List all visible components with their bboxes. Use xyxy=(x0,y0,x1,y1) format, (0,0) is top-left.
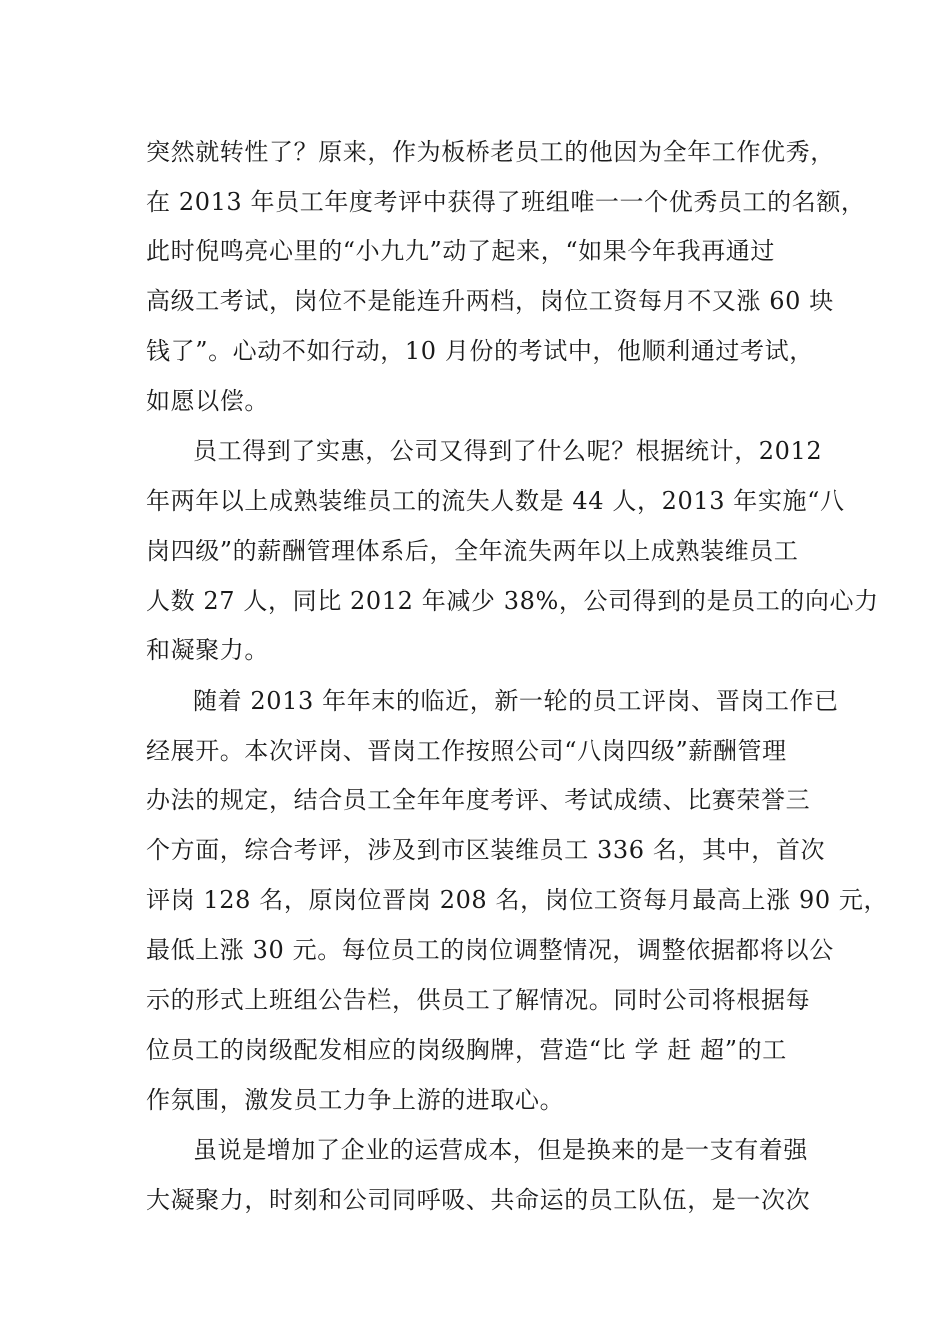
text-line: 如愿以偿。 xyxy=(146,387,269,415)
text-line: 岗四级”的薪酬管理体系后，全年流失两年以上成熟装维员工 xyxy=(146,537,799,565)
paragraph-first-line: 随着 2013 年年末的临近，新一轮的员工评岗、晋岗工作已 xyxy=(193,687,839,715)
paragraph-first-line: 虽说是增加了企业的运营成本，但是换来的是一支有着强 xyxy=(193,1136,808,1164)
text-line: 最低上涨 30 元。每位员工的岗位调整情况，调整依据都将以公 xyxy=(146,936,834,964)
text-line: 年两年以上成熟装维员工的流失人数是 44 人，2013 年实施“八 xyxy=(146,487,845,515)
text-line: 突然就转性了？原来，作为板桥老员工的他因为全年工作优秀， xyxy=(146,138,835,166)
text-line: 此时倪鸣亮心里的“小九九”动了起来，“如果今年我再通过 xyxy=(146,237,776,265)
text-line: 高级工考试，岗位不是能连升两档，岗位工资每月不又涨 60 块 xyxy=(146,287,834,315)
text-line: 作氛围，激发员工力争上游的进取心。 xyxy=(146,1086,565,1114)
paragraph-first-line: 员工得到了实惠，公司又得到了什么呢？根据统计，2012 xyxy=(193,437,823,465)
text-line: 钱了”。心动不如行动，10 月份的考试中，他顺利通过考试， xyxy=(146,337,814,365)
text-line: 个方面，综合考评，涉及到市区装维员工 336 名，其中，首次 xyxy=(146,836,826,864)
text-line: 评岗 128 名，原岗位晋岗 208 名，岗位工资每月最高上涨 90 元， xyxy=(146,886,889,914)
text-line: 人数 27 人，同比 2012 年减少 38%，公司得到的是员工的向心力 xyxy=(146,587,879,615)
text-line: 经展开。本次评岗、晋岗工作按照公司“八岗四级”薪酬管理 xyxy=(146,737,787,765)
text-line: 位员工的岗级配发相应的岗级胸牌，营造“比 学 赶 超”的工 xyxy=(146,1036,787,1064)
text-line: 大凝聚力，时刻和公司同呼吸、共命运的员工队伍，是一次次 xyxy=(146,1186,811,1214)
text-line: 在 2013 年员工年度考评中获得了班组唯一一个优秀员工的名额， xyxy=(146,188,866,216)
text-line: 和凝聚力。 xyxy=(146,636,269,664)
text-line: 办法的规定，结合员工全年年度考评、考试成绩、比赛荣誉三 xyxy=(146,786,811,814)
text-line: 示的形式上班组公告栏，供员工了解情况。同时公司将根据每 xyxy=(146,986,811,1014)
